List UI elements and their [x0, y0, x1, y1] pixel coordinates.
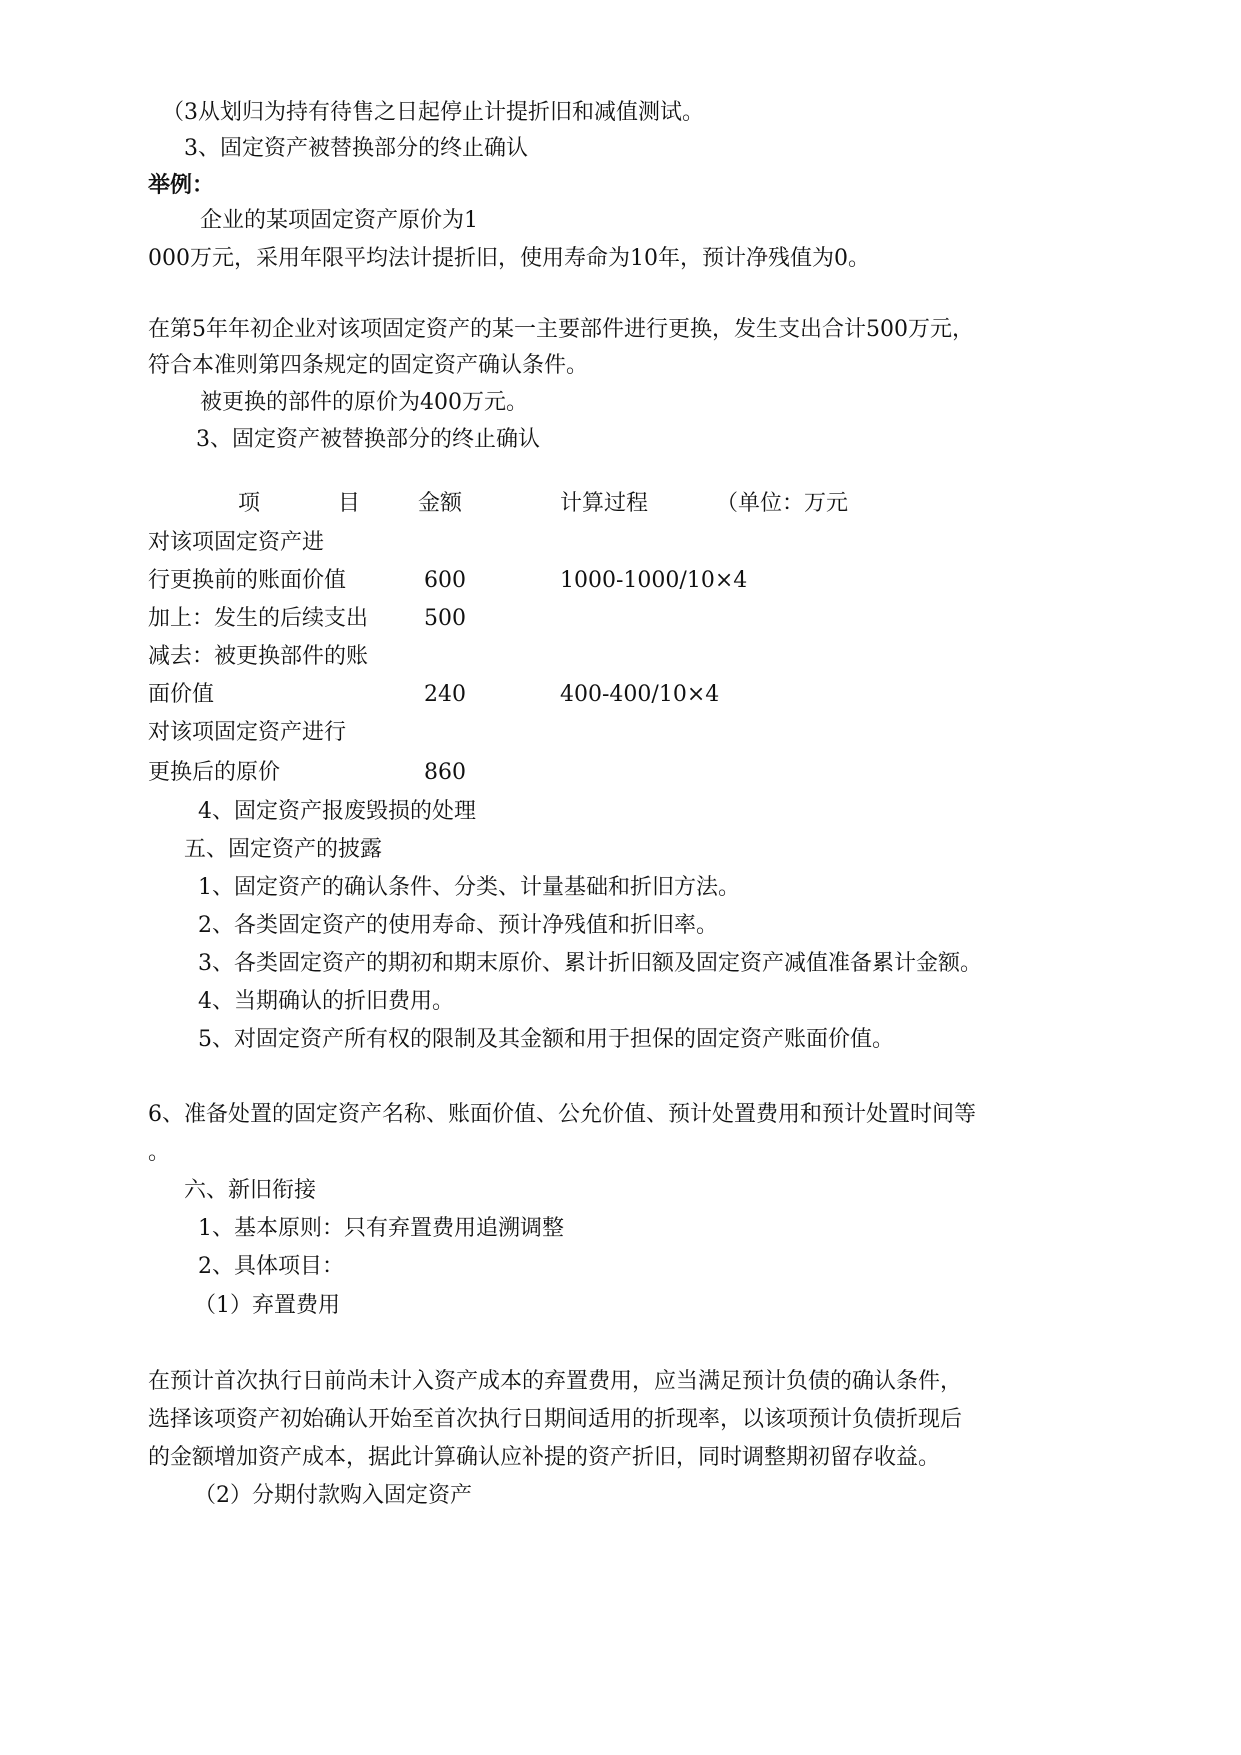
text-line: 选择该项资产初始确认开始至首次执行日期间适用的折现率，以该项预计负债折现后 — [148, 1407, 963, 1432]
list-item: 3、各类固定资产的期初和期末原价、累计折旧额及固定资产减值准备累计金额。 — [198, 951, 982, 976]
row-amount: 500 — [424, 606, 466, 631]
text-line: 被更换的部件的原价为400万元。 — [200, 390, 528, 415]
header-cell: （单位：万元 — [716, 491, 849, 516]
section-heading: 五、固定资产的披露 — [184, 837, 383, 862]
row-item: 行更换前的账面价值 — [148, 568, 347, 593]
list-item: （2）分期付款购入固定资产 — [194, 1483, 472, 1508]
row-item: 减去：被更换部件的账 — [148, 644, 369, 669]
header-cell: 项 — [238, 491, 261, 516]
row-item: 更换后的原价 — [148, 760, 281, 785]
list-item: 4、当期确认的折旧费用。 — [198, 989, 454, 1014]
list-item: 2、具体项目： — [198, 1254, 344, 1279]
row-item: 对该项固定资产进行 — [148, 720, 347, 745]
row-calc: 1000-1000/10×4 — [560, 568, 748, 593]
section-heading: 3、固定资产被替换部分的终止确认 — [196, 427, 540, 452]
row-amount: 860 — [424, 760, 466, 785]
header-cell: 计算过程 — [560, 491, 649, 516]
example-label: 举例： — [148, 172, 215, 198]
text-line: 在预计首次执行日前尚未计入资产成本的弃置费用，应当满足预计负债的确认条件， — [148, 1369, 963, 1394]
list-item: 1、固定资产的确认条件、分类、计量基础和折旧方法。 — [198, 875, 740, 900]
row-item: 对该项固定资产进 — [148, 530, 325, 555]
row-amount: 600 — [424, 568, 466, 593]
section-heading: 4、固定资产报废毁损的处理 — [198, 799, 476, 824]
row-item: 加上：发生的后续支出 — [148, 606, 369, 631]
section-heading: 六、新旧衔接 — [184, 1178, 317, 1203]
text-line: 000万元，采用年限平均法计提折旧，使用寿命为10年，预计净残值为0。 — [148, 246, 870, 271]
header-cell: 金额 — [418, 491, 463, 516]
row-amount: 240 — [424, 682, 466, 707]
row-item: 面价值 — [148, 682, 215, 707]
text-line: （3从划归为持有待售之日起停止计提折旧和减值测试。 — [162, 100, 704, 125]
list-item: （1）弃置费用 — [194, 1293, 340, 1318]
text-line: 的金额增加资产成本，据此计算确认应补提的资产折旧，同时调整期初留存收益。 — [148, 1445, 941, 1470]
text-line: 企业的某项固定资产原价为1 — [200, 208, 478, 233]
list-item: 2、各类固定资产的使用寿命、预计净残值和折旧率。 — [198, 913, 718, 938]
list-item: 6、准备处置的固定资产名称、账面价值、公允价值、预计处置费用和预计处置时间等 — [148, 1102, 976, 1127]
list-item: 1、基本原则：只有弃置费用追溯调整 — [198, 1216, 564, 1241]
text-line: 。 — [148, 1140, 171, 1165]
row-calc: 400-400/10×4 — [560, 682, 720, 707]
list-item: 5、对固定资产所有权的限制及其金额和用于担保的固定资产账面价值。 — [198, 1027, 894, 1052]
section-heading: 3、固定资产被替换部分的终止确认 — [184, 136, 528, 161]
header-cell: 目 — [338, 491, 361, 516]
text-line: 符合本准则第四条规定的固定资产确认条件。 — [148, 353, 589, 378]
text-line: 在第5年年初企业对该项固定资产的某一主要部件进行更换，发生支出合计500万元， — [148, 317, 974, 342]
